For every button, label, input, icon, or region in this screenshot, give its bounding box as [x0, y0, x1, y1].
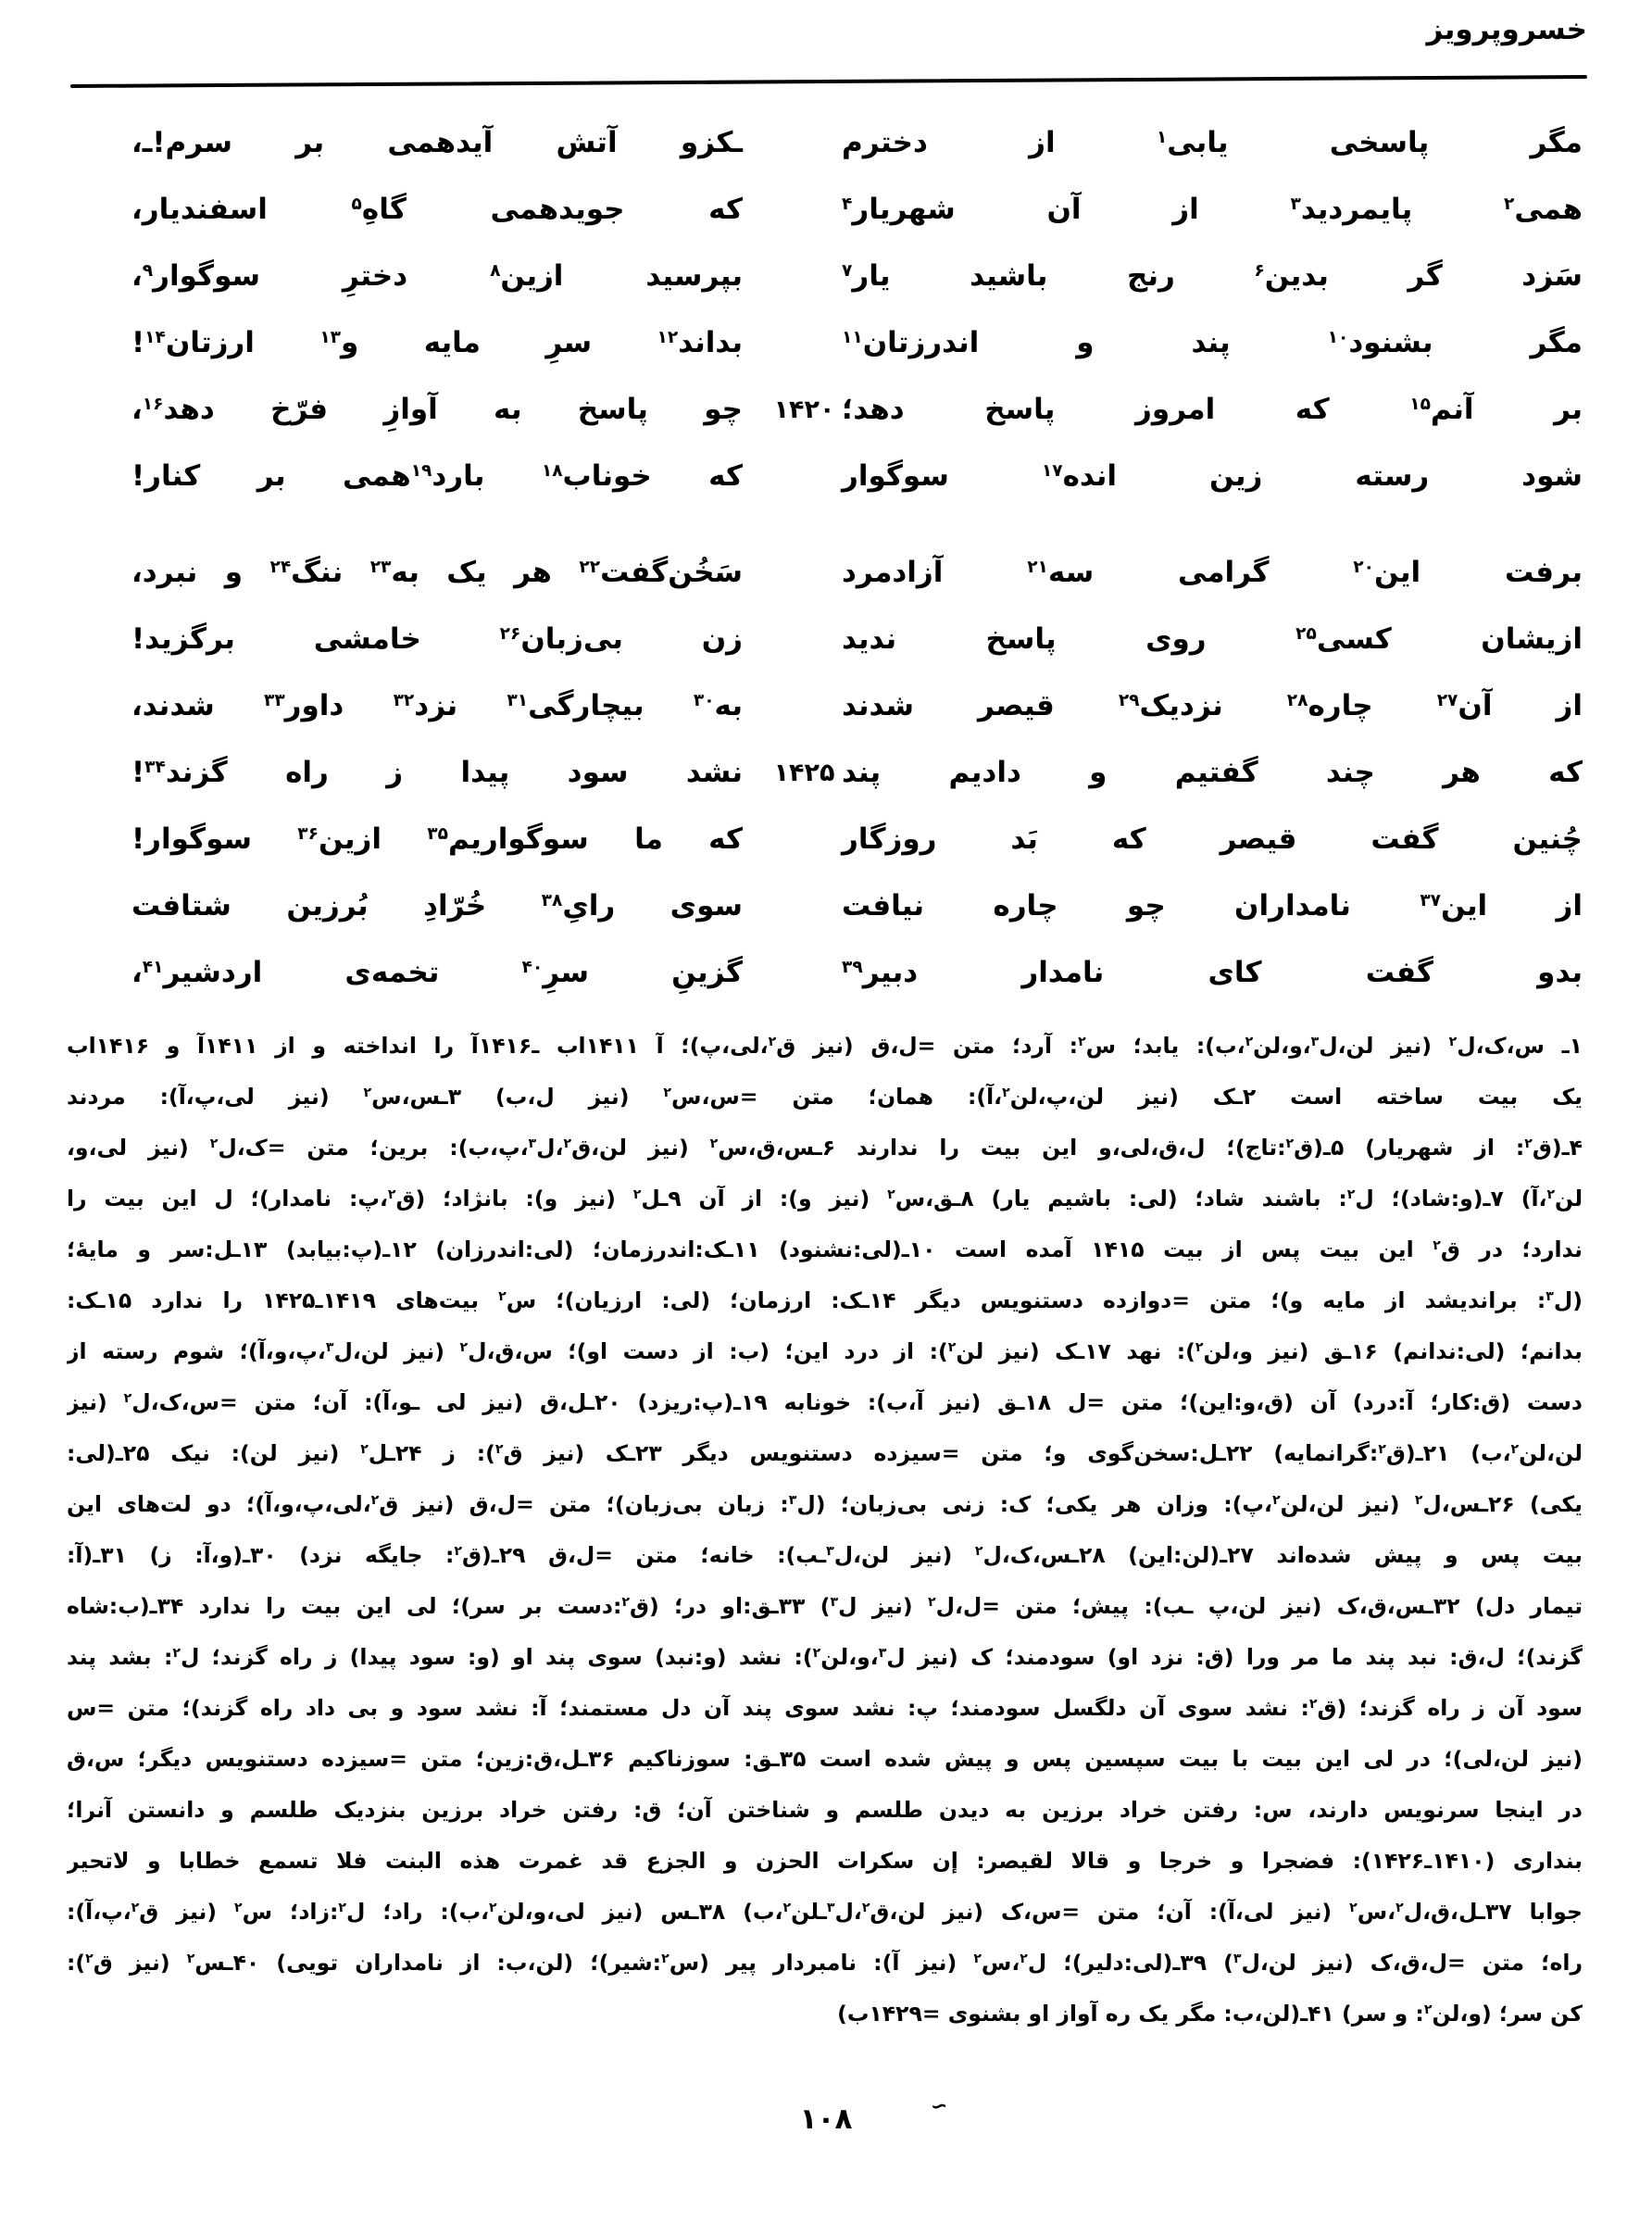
hemistich-first: مگر پاسخی یابی$^۱$ از دخترم — [842, 126, 1583, 159]
footnote-line: لن$^۲$،آ) ۷ـ(و:شاد)؛ ل$^۲$: باشند شاد؛ (لی: باشیم یار) ۸ـق،س$^۲$ (نیز و): از آن ۹ـل$^۲$ (نیز و): بانژاد؛ (ق$^۲$،پ: نامدار)؛ ل این بیت را — [67, 1186, 1583, 1211]
couplet-row — [131, 376, 1583, 443]
couplet-row — [131, 243, 1583, 309]
couplet-row — [131, 606, 1583, 672]
hemistich-first: همی$^۲$ پایمردید$^۳$ از آن شهریار$^۴$ — [842, 193, 1583, 226]
hemistich-first: بر آنم$^{۱۵}$ که امروز پاسخ دهد؛ — [842, 393, 1583, 426]
footnote-line: دست (ق:کار؛ آ:درد) آن (ق،و:این)؛ متن =ل ۱۸ـق (نیز آ،ب): خونابه ۱۹ـ(پ:ریزد) ۲۰ـل،ق (نیز لی ـو،آ): آن؛ متن =س،ک،ل$^۲$ (نیز — [67, 1389, 1583, 1415]
page-title: خسروپرویز — [1426, 13, 1587, 46]
hemistich-first: از این$^{۳۷}$ نامداران چو چاره نیافت — [842, 889, 1583, 922]
stanza — [131, 539, 1583, 1006]
hemistich-second: به$^{۳۰}$ بیچارگی$^{۳۱}$ نزد$^{۳۲}$ داور$^{۳۳}$ شدند، — [131, 689, 743, 722]
hemistich-second: زن بی‌زبان$^{۲۶}$ خامشی برگزید! — [131, 622, 744, 656]
couplet-row — [131, 872, 1583, 939]
couplet-row — [131, 672, 1583, 739]
couplet-row — [131, 176, 1583, 243]
hemistich-second: بداند$^{۱۲}$ سرِ مایه و$^{۱۳}$ ارزتان$^{۱۴}$! — [131, 326, 743, 359]
footnote-line: یک بیت ساخته است ۲ـک (نیز لن،پ،لن$^۲$،آ): همان؛ متن =س،س$^۲$ (نیز ل،ب) ۳ـس،س$^۲$ (نیز لی،پ،آ): مردند — [67, 1084, 1583, 1110]
hemistich-second: نشد سود پیدا ز راه گزند$^{۳۴}$! — [131, 756, 743, 789]
footnote-line: ندارد؛ در ق$^۲$ این بیت پس از بیت ۱۴۱۵ آمده است ۱۰ـ(لی:نشنود) ۱۱ـک:اندرزمان؛ (لی:اندرزان) ۱۲ـ(پ:بیابد) ۱۳ـل:سر و مایۀ؛ — [67, 1236, 1583, 1262]
footnote-line: در اینجا سرنویس دارند، س: رفتن خراد برزین به دیدن طلسم و شناختن آن؛ ق: رفتن خراد برزین بنزدیک طلسم و دانستن آنرا؛ — [67, 1797, 1583, 1823]
footnote-line: کن سر؛ (و،لن$^۲$: و سر) ۴۱ـ(لن،ب: مگر یک ره آواز او بشنوی =۱۴۲۹ب) — [837, 2001, 1583, 2027]
header-divider — [70, 75, 1587, 88]
page-number: ۱۰۸ — [799, 2102, 853, 2136]
stanza — [131, 109, 1583, 509]
footnote-line: لن،لن$^۲$،ب) ۲۱ـ(ق$^۲$:گرانمایه) ۲۲ـل:سخن‌گوی و؛ متن =سیزده دستنویس دیگر ۲۳ـک (نیز ق$^۲$): ز ۲۴ـل$^۲$ (نیز لن): نیک ۲۵ـ(لی: — [67, 1440, 1583, 1466]
couplet-row — [131, 939, 1583, 1006]
hemistich-second: چو پاسخ به آوازِ فرّخ دهد$^{۱۶}$، — [131, 393, 743, 426]
hemistich-first: سَزد گر بدین$^۶$ رنج باشید یار$^۷$ — [842, 259, 1583, 293]
footnote-line: جوابا ۳۷ـل،ق،ل$^۲$،س$^۲$ (نیز لی،آ): آن؛ متن =س،ک (نیز لن،ق$^۲$،ل$^۳$ـلن$^۲$،ب) ۳۸ـس (نیز لی،و،لن$^۲$،ب): راد؛ ل$^۲$:زاد؛ س$^۲$ (نیز ق$^۲$،پ،آ): — [67, 1899, 1583, 1925]
footnote-line: بیت پس و پیش شده‌اند ۲۷ـ(لن:این) ۲۸ـس،ک،ل$^۲$ (نیز لن،ل$^۳$ـب): خانه؛ متن =ل،ق ۲۹ـ(ق$^۲$: جایگه نزد) ۳۰ـ(و،آ: ز) ۳۱ـ(آ: — [67, 1542, 1583, 1568]
hemistich-second: سَخُن‌گفت$^{۲۲}$ هر یک به$^{۲۳}$ ننگ$^{۲۴}$ و نبرد، — [131, 556, 743, 589]
verse-number: ۱۴۲۵ — [773, 758, 835, 787]
footnote-line: (ل$^۳$: براندیشد از مایه و)؛ متن =دوازده دستنویس دیگر ۱۴ـک: ارزمان؛ (لی: ارزیان)؛ س$^۲$ بیت‌های ۱۴۱۹ـ۱۴۲۵ را ندارد ۱۵ـک: — [67, 1287, 1583, 1313]
hemistich-second: که خوناب$^{۱۸}$ بارد$^{۱۹}$همی بر کنار! — [131, 459, 743, 493]
footnote-line: ۱ـ س،ک،ل$^۲$ (نیز لن،ل$^۳$،و،لن$^۲$،ب): یابد؛ س$^۲$: آرد؛ متن =ل،ق (نیز ق$^۲$،لی،پ)؛ آ ۱۴۱۱اب ـ۱۴۱۶آ را انداخته و از ۱۴۱۱آ و ۱۴۱۶اب — [67, 1033, 1583, 1059]
hemistich-first: ازیشان کسی$^{۲۵}$ روی پاسخ ندید — [842, 622, 1583, 656]
footnote-line: ۴ـ(ق$^۲$: از شهریار) ۵ـ(ق$^۲$:تاج)؛ ل،ق،لی،و این بیت را ندارند ۶ـس،ق،س$^۲$ (نیز لن،ق$^۲$،ل$^۳$،پ،ب): برین؛ متن =ک،ل$^۲$ (نیز لی،و، — [67, 1135, 1583, 1161]
hemistich-first: که هر چند گفتیم و دادیم پند — [842, 756, 1583, 789]
footnote-line: بدانم؛ (لی:ندانم) ۱۶ـق (نیز و،لن$^۲$): نهد ۱۷ـک (نیز لن$^۲$): از درد این؛ (ب: از دست او)؛ س،ق،ل$^۲$ (نیز لن،ل$^۳$،پ،و،آ)؛ شوم رسته از — [67, 1338, 1583, 1364]
hemistich-second: بپرسید ازین$^۸$ دخترِ سوگوار$^۹$، — [131, 259, 743, 293]
hemistich-second: که ما سوگواریم$^{۳۵}$ ازین$^{۳۶}$ سوگوار! — [131, 822, 743, 856]
hemistich-second: گزینِ سرِ$^{۴۰}$ تخمه‌ی اردشیر$^{۴۱}$، — [131, 956, 743, 989]
couplet-row — [131, 309, 1583, 376]
poem-block — [131, 109, 1583, 1006]
couplet-row — [131, 109, 1583, 176]
stanza-gap — [131, 509, 1583, 539]
verse-number: ۱۴۲۰ — [773, 395, 835, 424]
hemistich-first: از آن$^{۲۷}$ چاره$^{۲۸}$ نزدیک$^{۲۹}$ قیصر شدند — [842, 689, 1583, 722]
hemistich-second: ـکزو آتش آیدهمی بر سرم!ـ، — [131, 126, 743, 159]
couplet-row — [131, 806, 1583, 872]
footnote-line: بنداری (۱۴۱۰ـ۱۴۲۶): فضجرا و خرجا و قالا لقیصر: إن سکرات الحزن و الجزع قد غمرت هذه البنت فلا تسمع خطابا و لاتحیر — [67, 1848, 1583, 1874]
footnote-line: سود آن ز راه گزند؛ (ق$^۲$: نشد سوی آن دلگسل سودمند؛ پ: نشد سوی پند آن دل مستمند؛ آ: نشد سود و بی داد راه گزند)؛ متن =س — [67, 1695, 1583, 1721]
hemistich-first: برفت این$^{۲۰}$ گرامی سه$^{۲۱}$ آزادمرد — [842, 556, 1583, 589]
couplet-row — [131, 539, 1583, 606]
footnote-line: تیمار دل) ۳۲ـس،ق،ک (نیز لن،پ ـب): پیش؛ متن =ل،ل$^۲$ (نیز ل$^۳$) ۳۳ـق:او در؛ (ق$^۲$:دست بر سر)؛ لی این بیت را ندارد ۳۴ـ(ب:شاه — [67, 1593, 1583, 1619]
critical-apparatus — [67, 1021, 1583, 2039]
footnote-line: راه؛ متن =ل،ق،ک (نیز لن،ل$^۳$) ۳۹ـ(لی:دلیر)؛ ل$^۲$،س$^۲$ (نیز آ): نامبردار پیر (س$^۲$:شیر)؛ (لن،ب: از نامداران تویی) ۴۰ـس$^۲$ (نیز ق$^۲$): — [67, 1950, 1583, 1976]
hemistich-first: بدو گفت کای نامدار دبیر$^{۳۹}$ — [842, 956, 1583, 989]
couplet-row — [131, 443, 1583, 509]
footnote-line: گزند)؛ ل،ق: نبد پند ما مر ورا (ق: نزد او) سودمند؛ ک (نیز ل$^۳$،و،لن$^۲$): نشد (و:نبد) سوی پند او (و: سود پیدا) ز راه گزند؛ ل$^۲$: بشد پند — [67, 1644, 1583, 1670]
footnote-line: (نیز لن،لی)؛ در لی این بیت با بیت سپسین پس و پیش شده است ۳۵ـق: سوزناکیم ۳۶ـل،ق:زین؛ متن =سیزده دستنویس دیگر؛ س،ق — [67, 1746, 1583, 1772]
hemistich-second: سوی رایِ$^{۳۸}$ خُرّادِ بُرزین شتافت — [131, 889, 743, 922]
couplet-row — [131, 739, 1583, 806]
hemistich-first: شود رسته زین انده$^{۱۷}$ سوگوار — [842, 459, 1583, 493]
hemistich-first: مگر بشنود$^{۱۰}$ پند و اندرزتان$^{۱۱}$ — [842, 326, 1583, 359]
footnote-line: یکی) ۲۶ـس،ل$^۲$ (نیز لن،لن$^۲$،پ): وزان هر یکی؛ ک: زنی بی‌زبان؛ (ل$^۳$: زبان بی‌زبان)؛ متن =ل،ق (نیز ق$^۲$،لی،پ،و،آ)؛ دو لت‌های این — [67, 1491, 1583, 1517]
squiggle-mark: ∼ — [929, 2093, 950, 2120]
hemistich-first: چُنین گفت قیصر که بَد روزگار — [842, 822, 1583, 856]
hemistich-second: که جویدهمی گاهِ$^۵$ اسفندیار، — [131, 193, 743, 226]
